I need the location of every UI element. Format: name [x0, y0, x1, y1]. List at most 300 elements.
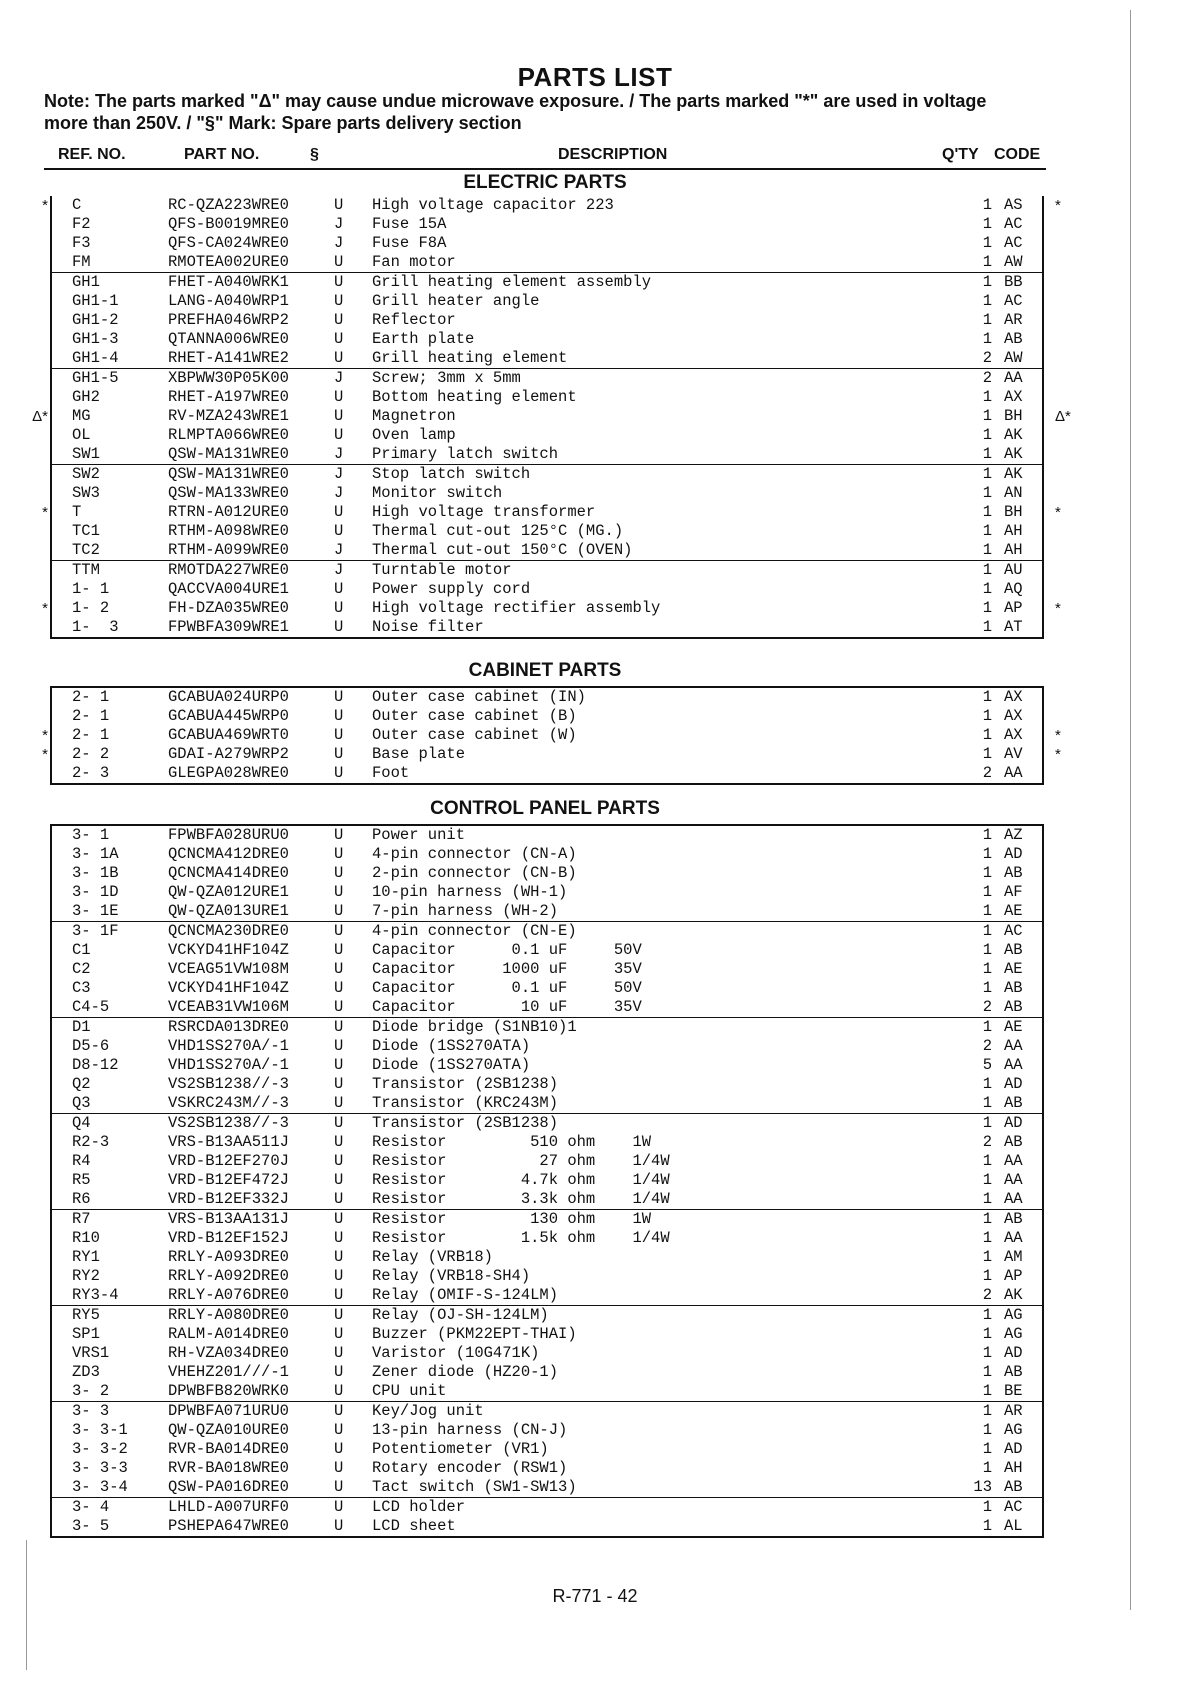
table-row	[52, 580, 1042, 599]
ref-no-cell: MG	[72, 407, 91, 425]
description-cell: Bottom heating element	[372, 388, 577, 406]
code-cell: AA	[1004, 764, 1023, 782]
table-row	[52, 902, 1042, 921]
section-mark-cell: U	[334, 1018, 344, 1036]
section-mark-cell: U	[334, 599, 344, 617]
section-mark-cell: U	[334, 292, 344, 310]
margin-mark-left: *	[42, 600, 48, 617]
part-no-cell: RMOTDA227WRE0	[168, 561, 289, 579]
ref-no-cell: 2- 1	[72, 688, 110, 706]
description-cell: Grill heating element assembly	[372, 273, 652, 291]
section-title-electric: ELECTRIC PARTS	[463, 172, 627, 193]
table-row	[52, 1325, 1042, 1344]
qty-cell: 1	[982, 845, 992, 863]
code-cell: AS	[1004, 196, 1023, 214]
ref-no-cell: C3	[72, 979, 91, 997]
code-cell: AA	[1004, 1056, 1023, 1074]
section-mark-cell: U	[334, 764, 344, 782]
ref-no-cell: 3- 3	[72, 1402, 110, 1420]
code-cell: AA	[1004, 369, 1023, 387]
margin-mark-left: *	[42, 504, 48, 521]
part-no-cell: VRD-B12EF332J	[168, 1190, 289, 1208]
table-row	[52, 1248, 1042, 1267]
part-no-cell: RTRN-A012URE0	[168, 503, 289, 521]
description-cell: Monitor switch	[372, 484, 503, 502]
description-cell: Primary latch switch	[372, 445, 559, 463]
header-section: §	[310, 146, 319, 163]
description-cell: Resistor 3.3k ohm 1/4W	[372, 1190, 670, 1208]
table-row	[52, 979, 1042, 998]
description-cell: Magnetron	[372, 407, 456, 425]
table-row	[52, 484, 1042, 503]
section-mark-cell: U	[334, 1094, 344, 1112]
ref-no-cell: VRS1	[72, 1344, 110, 1362]
ref-no-cell: 3- 1	[72, 826, 110, 844]
description-cell: Tact switch (SW1-SW13)	[372, 1478, 577, 1496]
part-no-cell: QCNCMA412DRE0	[168, 845, 289, 863]
section-mark-cell: J	[334, 561, 344, 579]
part-no-cell: GCABUA024URP0	[168, 688, 289, 706]
margin-mark-left: *	[42, 727, 48, 744]
table-row	[52, 1056, 1042, 1075]
section-mark-cell: U	[334, 1171, 344, 1189]
section-title-cabinet: CABINET PARTS	[468, 660, 622, 681]
code-cell: BB	[1004, 273, 1023, 291]
code-cell: AZ	[1004, 826, 1023, 844]
section-mark-cell: U	[334, 503, 344, 521]
qty-cell: 1	[982, 580, 992, 598]
description-cell: Capacitor 1000 uF 35V	[372, 960, 642, 978]
section-mark-cell: U	[334, 1344, 344, 1362]
description-cell: 10-pin harness (WH-1)	[372, 883, 568, 901]
qty-cell: 1	[982, 465, 992, 483]
table-row	[52, 330, 1042, 349]
part-no-cell: RVR-BA018WRE0	[168, 1459, 289, 1477]
description-cell: Key/Jog unit	[372, 1402, 484, 1420]
table-row	[52, 1421, 1042, 1440]
scan-edge-line	[1130, 10, 1131, 1610]
section-mark-cell: U	[334, 1114, 344, 1132]
table-row	[52, 522, 1042, 541]
qty-cell: 1	[982, 707, 992, 725]
table-row	[52, 1363, 1042, 1382]
table-row	[42, 745, 1061, 764]
qty-cell: 5	[982, 1056, 992, 1074]
ref-no-cell: F3	[72, 234, 91, 252]
part-no-cell: QSW-MA131WRE0	[168, 445, 289, 463]
qty-cell: 1	[982, 599, 992, 617]
part-no-cell: GCABUA469WRT0	[168, 726, 289, 744]
ref-no-cell: 3- 1A	[72, 845, 119, 863]
section-mark-cell: U	[334, 960, 344, 978]
ref-no-cell: 1- 1	[72, 580, 110, 598]
table-row	[52, 1037, 1042, 1056]
qty-cell: 1	[982, 273, 992, 291]
section-mark-cell: U	[334, 349, 344, 367]
table-row	[52, 1133, 1042, 1152]
table-row	[52, 349, 1042, 368]
ref-no-cell: SW2	[72, 465, 100, 483]
section-mark-cell: U	[334, 726, 344, 744]
table-row	[52, 1017, 1042, 1037]
qty-cell: 1	[982, 253, 992, 271]
part-no-cell: GCABUA445WRP0	[168, 707, 289, 725]
ref-no-cell: R5	[72, 1171, 91, 1189]
part-no-cell: VRS-B13AA131J	[168, 1210, 289, 1228]
header-qty: Q'TY	[942, 146, 979, 163]
margin-mark-right: *	[1055, 504, 1061, 521]
table-row	[52, 883, 1042, 902]
section-mark-cell: U	[334, 1229, 344, 1247]
part-no-cell: RALM-A014DRE0	[168, 1325, 289, 1343]
part-no-cell: QSW-MA133WRE0	[168, 484, 289, 502]
qty-cell: 1	[982, 941, 992, 959]
part-no-cell: QW-QZA013URE1	[168, 902, 289, 920]
code-cell: AR	[1004, 1402, 1023, 1420]
table-row	[52, 1478, 1042, 1497]
description-cell: Transistor (2SB1238)	[372, 1114, 559, 1132]
section-mark-cell: U	[334, 407, 344, 425]
section-mark-cell: U	[334, 580, 344, 598]
part-no-cell: RRLY-A076DRE0	[168, 1286, 289, 1304]
ref-no-cell: GH1-1	[72, 292, 119, 310]
code-cell: AN	[1004, 484, 1023, 502]
description-cell: Relay (OMIF-S-124LM)	[372, 1286, 559, 1304]
code-cell: AE	[1004, 1018, 1023, 1036]
part-no-cell: VRS-B13AA511J	[168, 1133, 289, 1151]
section-mark-cell: U	[334, 1325, 344, 1343]
code-cell: AK	[1004, 1286, 1023, 1304]
section-mark-cell: U	[334, 1306, 344, 1324]
table-row	[52, 845, 1042, 864]
ref-no-cell: 3- 3-2	[72, 1440, 128, 1458]
ref-no-cell: RY5	[72, 1306, 100, 1324]
part-no-cell: PREFHA046WRP2	[168, 311, 289, 329]
section-mark-cell: U	[334, 1402, 344, 1420]
section-mark-cell: U	[334, 1440, 344, 1458]
section-mark-cell: U	[334, 1152, 344, 1170]
section-mark-cell: U	[334, 883, 344, 901]
part-no-cell: RH-VZA034DRE0	[168, 1344, 289, 1362]
ref-no-cell: 3- 2	[72, 1382, 110, 1400]
ref-no-cell: C2	[72, 960, 91, 978]
section-mark-cell: U	[334, 941, 344, 959]
code-cell: AM	[1004, 1248, 1023, 1266]
description-cell: Transistor (2SB1238)	[372, 1075, 559, 1093]
qty-cell: 1	[982, 745, 992, 763]
description-cell: Rotary encoder (RSW1)	[372, 1459, 568, 1477]
ref-no-cell: Q4	[72, 1114, 91, 1132]
qty-cell: 1	[982, 1018, 992, 1036]
section-mark-cell: U	[334, 1498, 344, 1516]
qty-cell: 2	[982, 1133, 992, 1151]
table-row	[52, 1497, 1042, 1517]
qty-cell: 1	[982, 503, 992, 521]
section-mark-cell: U	[334, 745, 344, 763]
section-mark-cell: J	[334, 465, 344, 483]
ref-no-cell: R4	[72, 1152, 91, 1170]
description-cell: Resistor 27 ohm 1/4W	[372, 1152, 670, 1170]
table-row	[52, 368, 1042, 388]
code-cell: AV	[1004, 745, 1023, 763]
code-cell: AB	[1004, 1478, 1023, 1496]
section-mark-cell: J	[334, 215, 344, 233]
description-cell: Reflector	[372, 311, 456, 329]
ref-no-cell: 3- 3-1	[72, 1421, 128, 1439]
part-no-cell: RTHM-A098WRE0	[168, 522, 289, 540]
description-cell: Fuse F8A	[372, 234, 447, 252]
qty-cell: 2	[982, 998, 992, 1016]
cabinet-parts-table	[42, 686, 1061, 785]
description-cell: Capacitor 0.1 uF 50V	[372, 941, 642, 959]
ref-no-cell: D5-6	[72, 1037, 110, 1055]
section-mark-cell: U	[334, 922, 344, 940]
code-cell: AB	[1004, 1094, 1023, 1112]
code-cell: AB	[1004, 1133, 1023, 1151]
ref-no-cell: 2- 2	[72, 745, 110, 763]
section-mark-cell: U	[334, 1421, 344, 1439]
code-cell: AC	[1004, 1498, 1023, 1516]
margin-mark-right: *	[1055, 197, 1061, 214]
section-mark-cell: U	[334, 1478, 344, 1496]
code-cell: AU	[1004, 561, 1023, 579]
section-mark-cell: U	[334, 998, 344, 1016]
part-no-cell: VRD-B12EF152J	[168, 1229, 289, 1247]
ref-no-cell: 3- 3-3	[72, 1459, 128, 1477]
qty-cell: 1	[982, 1306, 992, 1324]
part-no-cell: DPWBFA071URU0	[168, 1402, 289, 1420]
ref-no-cell: C	[72, 196, 82, 214]
part-no-cell: VCKYD41HF104Z	[168, 941, 289, 959]
margin-mark-right: Δ*	[1055, 408, 1071, 425]
code-cell: AB	[1004, 998, 1023, 1016]
ref-no-cell: 2- 1	[72, 707, 110, 725]
qty-cell: 1	[982, 330, 992, 348]
part-no-cell: RRLY-A080DRE0	[168, 1306, 289, 1324]
qty-cell: 1	[982, 1459, 992, 1477]
table-row	[52, 253, 1042, 272]
code-cell: AX	[1004, 688, 1023, 706]
section-mark-cell: U	[334, 1267, 344, 1285]
code-cell: AC	[1004, 922, 1023, 940]
section-mark-cell: U	[334, 522, 344, 540]
qty-cell: 13	[973, 1478, 992, 1496]
part-no-cell: VCKYD41HF104Z	[168, 979, 289, 997]
margin-mark-left: *	[42, 197, 48, 214]
table-row	[52, 707, 1042, 726]
margin-mark-right: *	[1055, 600, 1061, 617]
qty-cell: 1	[982, 1363, 992, 1381]
description-cell: Resistor 1.5k ohm 1/4W	[372, 1229, 670, 1247]
qty-cell: 1	[982, 864, 992, 882]
code-cell: BH	[1004, 407, 1023, 425]
ref-no-cell: OL	[72, 426, 91, 444]
part-no-cell: RHET-A141WRE2	[168, 349, 289, 367]
description-cell: 4-pin connector (CN-A)	[372, 845, 577, 863]
description-cell: Resistor 130 ohm 1W	[372, 1210, 652, 1228]
part-no-cell: QTANNA006WRE0	[168, 330, 289, 348]
qty-cell: 1	[982, 1440, 992, 1458]
table-row	[52, 1094, 1042, 1113]
code-cell: AB	[1004, 1210, 1023, 1228]
qty-cell: 1	[982, 1382, 992, 1400]
qty-cell: 1	[982, 196, 992, 214]
table-row	[52, 1075, 1042, 1094]
section-mark-cell: U	[334, 1459, 344, 1477]
table-row	[52, 1190, 1042, 1209]
section-mark-cell: U	[334, 388, 344, 406]
ref-no-cell: R7	[72, 1210, 91, 1228]
code-cell: AK	[1004, 465, 1023, 483]
table-row	[52, 1113, 1042, 1133]
description-cell: Relay (VRB18)	[372, 1248, 493, 1266]
section-mark-cell: U	[334, 845, 344, 863]
description-cell: Capacitor 0.1 uF 50V	[372, 979, 642, 997]
description-cell: High voltage rectifier assembly	[372, 599, 661, 617]
ref-no-cell: TTM	[72, 561, 100, 579]
table-row	[52, 941, 1042, 960]
part-no-cell: QCNCMA230DRE0	[168, 922, 289, 940]
code-cell: AD	[1004, 1440, 1023, 1458]
table-row	[52, 1171, 1042, 1190]
table-row	[52, 1209, 1042, 1229]
code-cell: AH	[1004, 1459, 1023, 1477]
description-cell: LCD holder	[372, 1498, 466, 1516]
control-panel-parts-table	[50, 824, 1044, 1538]
ref-no-cell: GH1-5	[72, 369, 119, 387]
ref-no-cell: GH1-2	[72, 311, 119, 329]
description-cell: Outer case cabinet (W)	[372, 726, 577, 744]
part-no-cell: DPWBFB820WRK0	[168, 1382, 289, 1400]
table-row	[52, 1382, 1042, 1401]
code-cell: AD	[1004, 1344, 1023, 1362]
part-no-cell: FHET-A040WRK1	[168, 273, 289, 291]
table-row	[52, 1229, 1042, 1248]
section-mark-cell: U	[334, 426, 344, 444]
part-no-cell: GDAI-A279WRP2	[168, 745, 289, 763]
section-mark-cell: J	[334, 541, 344, 559]
table-row	[52, 864, 1042, 883]
ref-no-cell: SW3	[72, 484, 100, 502]
qty-cell: 1	[982, 826, 992, 844]
section-mark-cell: U	[334, 1190, 344, 1208]
qty-cell: 1	[982, 215, 992, 233]
qty-cell: 1	[982, 561, 992, 579]
ref-no-cell: C1	[72, 941, 91, 959]
qty-cell: 1	[982, 484, 992, 502]
qty-cell: 1	[982, 1498, 992, 1516]
description-cell: Thermal cut-out 125°C (MG.)	[372, 522, 624, 540]
code-cell: AG	[1004, 1306, 1023, 1324]
qty-cell: 1	[982, 426, 992, 444]
description-cell: Relay (VRB18-SH4)	[372, 1267, 531, 1285]
table-row	[52, 426, 1042, 445]
code-cell: BE	[1004, 1382, 1023, 1400]
table-row	[42, 599, 1061, 618]
qty-cell: 1	[982, 311, 992, 329]
part-no-cell: VSKRC243M//-3	[168, 1094, 289, 1112]
ref-no-cell: C4-5	[72, 998, 110, 1016]
ref-no-cell: 3- 1F	[72, 922, 119, 940]
description-cell: Resistor 4.7k ohm 1/4W	[372, 1171, 670, 1189]
ref-no-cell: 3- 3-4	[72, 1478, 128, 1496]
table-row	[52, 388, 1042, 407]
description-cell: Buzzer (PKM22EPT-THAI)	[372, 1325, 577, 1343]
qty-cell: 1	[982, 1402, 992, 1420]
description-cell: Foot	[372, 764, 410, 782]
code-cell: AP	[1004, 599, 1023, 617]
section-mark-cell: J	[334, 369, 344, 387]
code-cell: AW	[1004, 253, 1023, 271]
qty-cell: 1	[982, 1171, 992, 1189]
table-row	[52, 1401, 1042, 1421]
description-cell: Screw; 3mm x 5mm	[372, 369, 521, 387]
ref-no-cell: 1- 2	[72, 599, 110, 617]
section-mark-cell: U	[334, 330, 344, 348]
qty-cell: 2	[982, 1286, 992, 1304]
part-no-cell: RV-MZA243WRE1	[168, 407, 289, 425]
part-no-cell: QW-QZA012URE1	[168, 883, 289, 901]
qty-cell: 1	[982, 1190, 992, 1208]
description-cell: High voltage capacitor 223	[372, 196, 614, 214]
table-row	[52, 998, 1042, 1017]
description-cell: Base plate	[372, 745, 466, 763]
part-no-cell: QFS-CA024WRE0	[168, 234, 289, 252]
electric-parts-table	[32, 196, 1071, 639]
code-cell: AB	[1004, 979, 1023, 997]
section-mark-cell: U	[334, 1056, 344, 1074]
qty-cell: 1	[982, 902, 992, 920]
description-cell: Diode bridge (S1NB10)1	[372, 1018, 577, 1036]
code-cell: AB	[1004, 864, 1023, 882]
table-row	[52, 560, 1042, 580]
ref-no-cell: R6	[72, 1190, 91, 1208]
table-row	[52, 826, 1042, 845]
code-cell: AC	[1004, 215, 1023, 233]
ref-no-cell: RY3-4	[72, 1286, 119, 1304]
code-cell: AA	[1004, 1171, 1023, 1189]
qty-cell: 1	[982, 292, 992, 310]
margin-mark-right: *	[1055, 727, 1061, 744]
code-cell: AR	[1004, 311, 1023, 329]
qty-cell: 1	[982, 1114, 992, 1132]
section-mark-cell: U	[334, 253, 344, 271]
description-cell: Grill heater angle	[372, 292, 540, 310]
code-cell: AD	[1004, 845, 1023, 863]
code-cell: AP	[1004, 1267, 1023, 1285]
qty-cell: 1	[982, 922, 992, 940]
description-cell: High voltage transformer	[372, 503, 596, 521]
qty-cell: 1	[982, 1229, 992, 1247]
qty-cell: 2	[982, 369, 992, 387]
table-row	[52, 960, 1042, 979]
qty-cell: 2	[982, 1037, 992, 1055]
qty-cell: 1	[982, 1517, 992, 1535]
part-no-cell: VHEHZ201///-1	[168, 1363, 289, 1381]
table-row	[52, 445, 1042, 464]
qty-cell: 1	[982, 1152, 992, 1170]
header-part: PART NO.	[184, 146, 260, 163]
code-cell: AB	[1004, 330, 1023, 348]
margin-mark-right: *	[1055, 746, 1061, 763]
section-mark-cell: U	[334, 688, 344, 706]
table-row	[52, 541, 1042, 560]
code-cell: AA	[1004, 1152, 1023, 1170]
description-cell: Outer case cabinet (IN)	[372, 688, 586, 706]
qty-cell: 1	[982, 541, 992, 559]
ref-no-cell: R10	[72, 1229, 100, 1247]
part-no-cell: VS2SB1238//-3	[168, 1114, 289, 1132]
